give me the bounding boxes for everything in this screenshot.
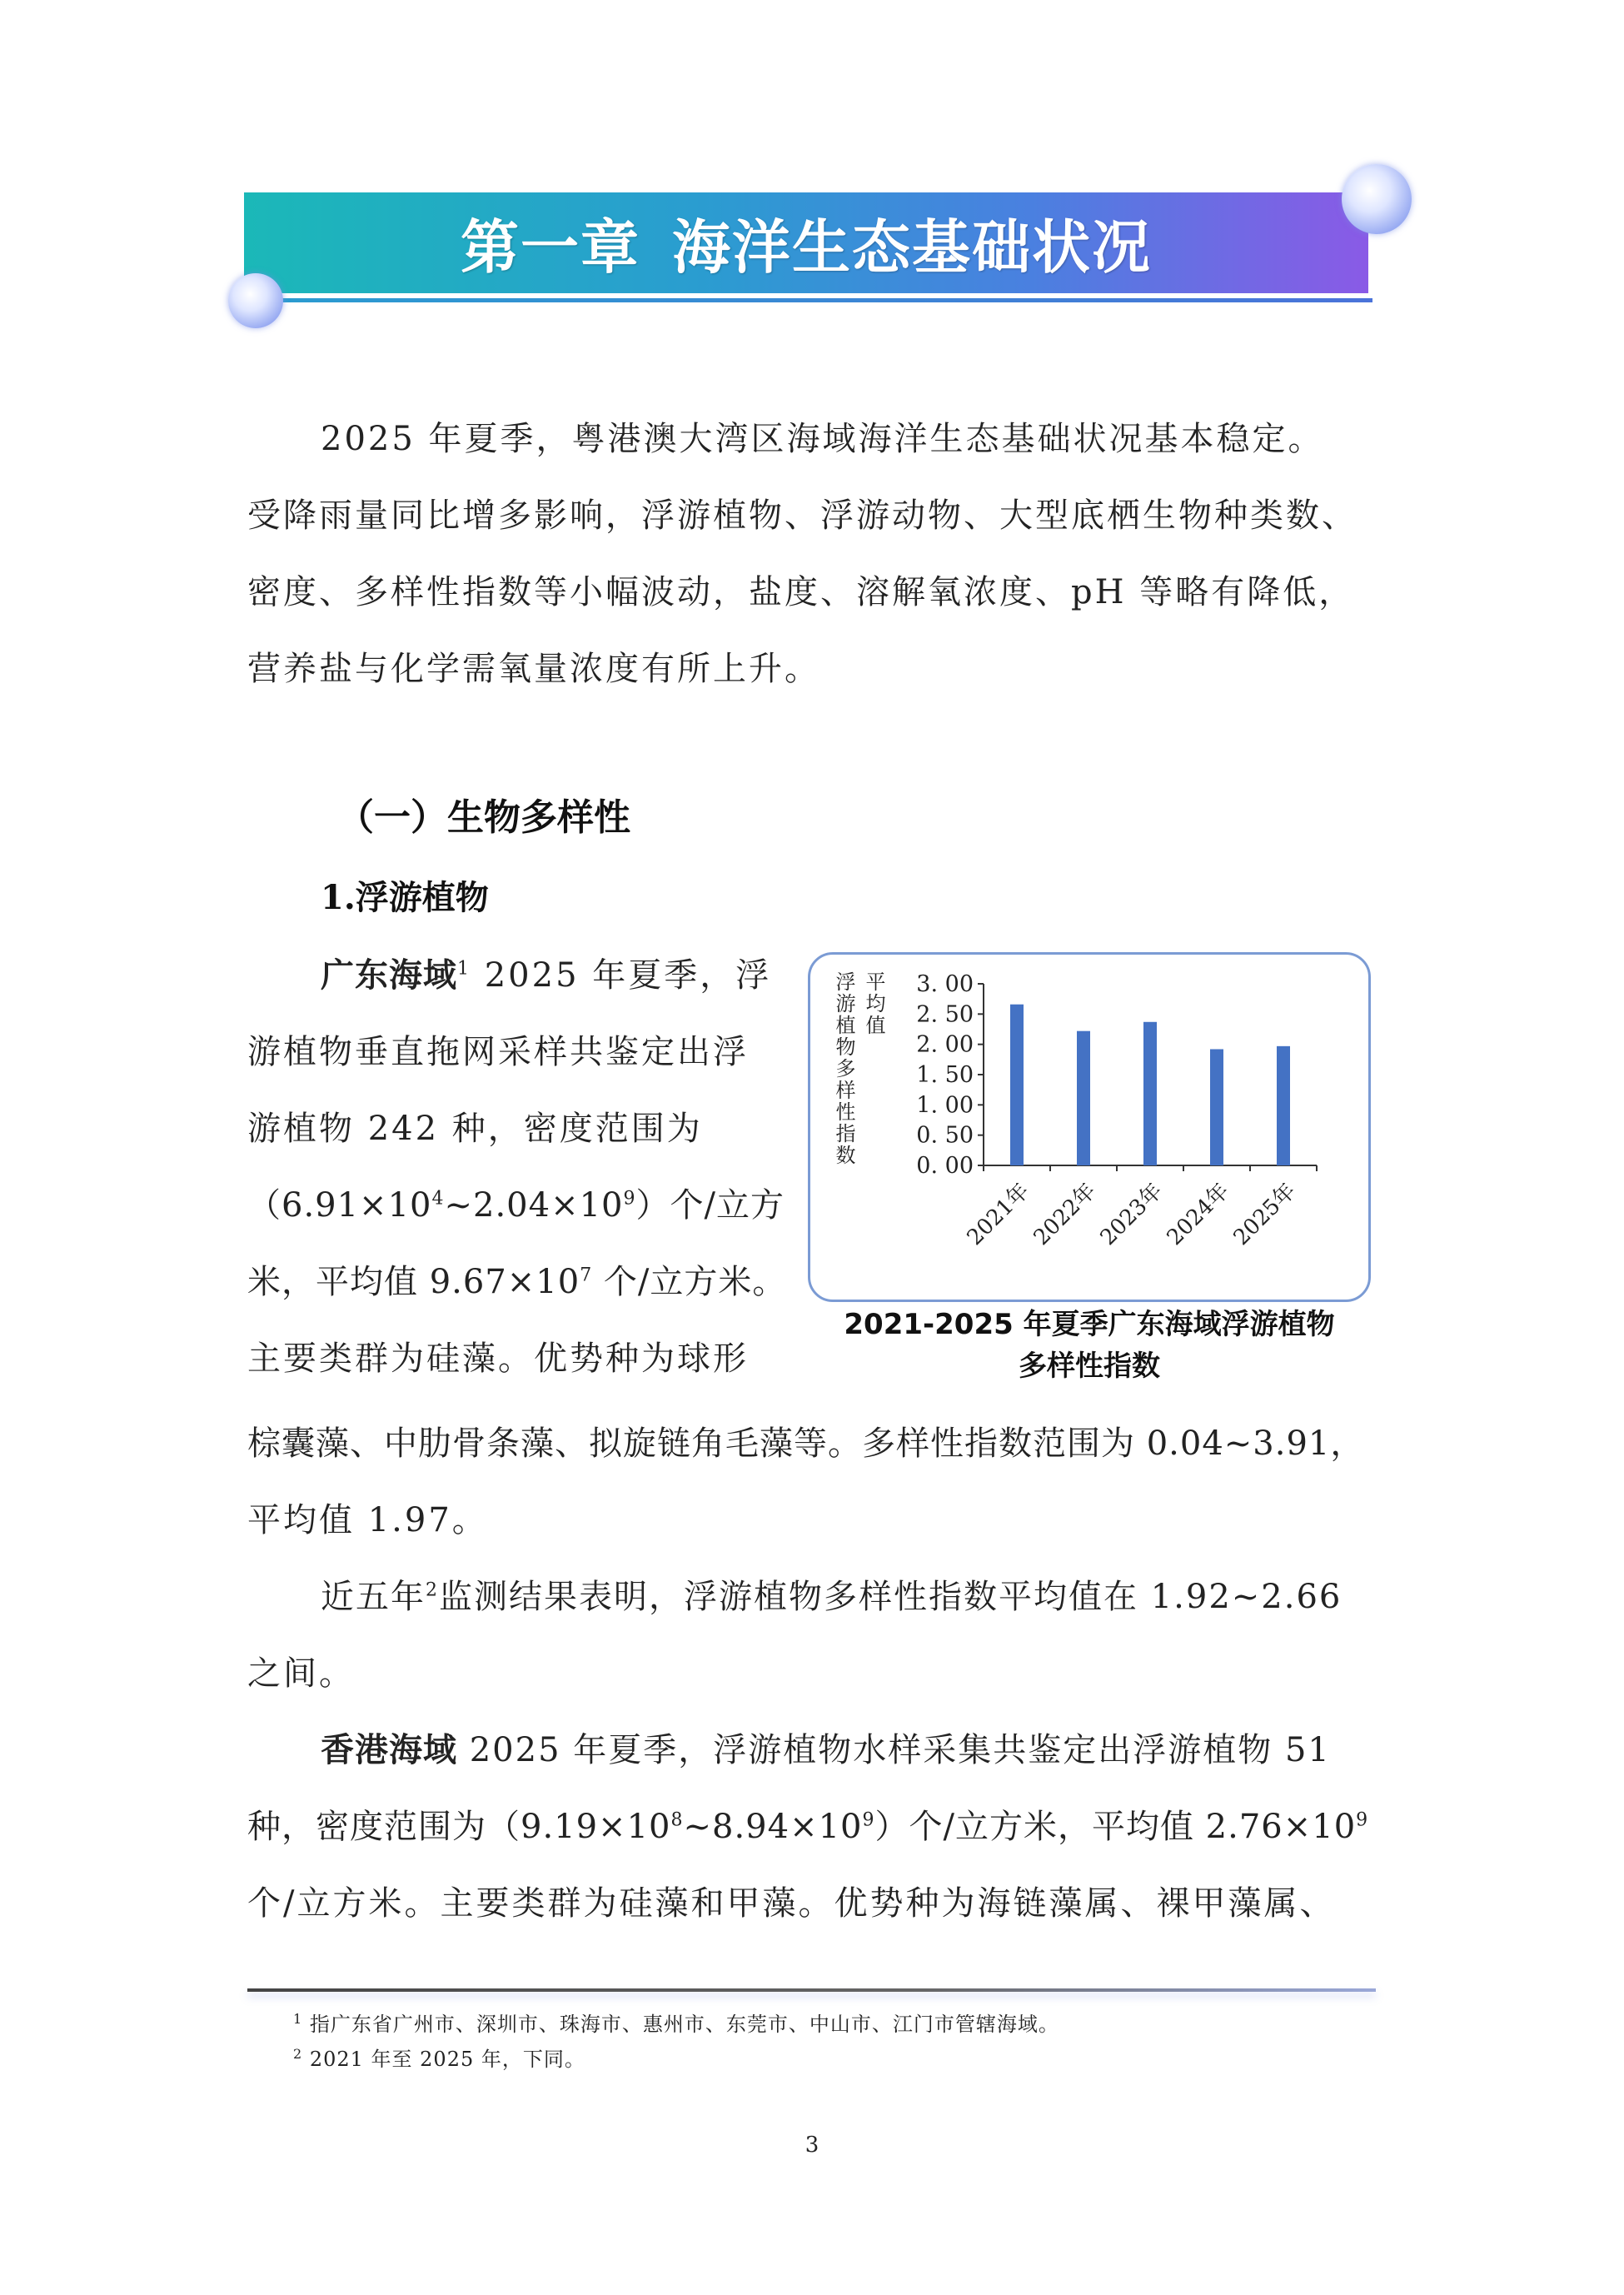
y-tick-label: 2. 00 — [916, 1031, 974, 1058]
diversity-bar-chart — [810, 955, 1373, 1305]
bar — [1277, 1046, 1290, 1165]
footnote-ref[interactable]: 2 — [426, 1579, 439, 1601]
chapter-title — [244, 192, 1368, 293]
guangdong-line: 主要类群为硅藻。优势种为球形 — [247, 1340, 749, 1378]
hongkong-line: 种，密度范围为$(9.19\times 10^8\sim 8.94\times 10^9)$个/立方米，平均值 $2.76\times 10^9$ — [247, 1808, 1369, 1846]
footnote-divider — [247, 1988, 1376, 1992]
hongkong-line: 个/立方米。主要类群为硅藻和甲藻。优势种为海链藻属、裸甲藻属、 — [247, 1884, 1336, 1923]
intro-line: 营养盐与化学需氧量浓度有所上升。 — [247, 650, 820, 688]
y-tick-label: 1. 50 — [916, 1062, 974, 1088]
y-tick-label: 0. 50 — [916, 1122, 974, 1149]
y-axis-title: 浮游植物多样性指数 — [832, 971, 855, 1166]
decorative-orb-icon — [228, 273, 283, 328]
chart-caption: 2021-2025 年夏季广东海域浮游植物 多样性指数 — [844, 1308, 1335, 1383]
guangdong-line: 米，平均值 $9.67\times 10^7$ 个/立方米。 — [247, 1263, 787, 1301]
guangdong-line: 游植物 242 种，密度范围为 — [247, 1110, 703, 1148]
page-number: 3 — [805, 2133, 819, 2158]
decorative-orb-icon — [1342, 164, 1412, 234]
intro-line: 2025 年夏季，粤港澳大湾区海域海洋生态基础状况基本稳定。 — [321, 420, 1324, 458]
guangdong-line: 游植物垂直拖网采样共鉴定出浮 — [247, 1033, 749, 1071]
hongkong-lead: 香港海域 — [321, 1731, 457, 1769]
y-axis-title: 平均值 — [862, 971, 885, 1036]
bar — [1077, 1031, 1090, 1165]
bar — [1143, 1022, 1157, 1165]
x-tick-label: 2024年 — [1162, 1178, 1234, 1251]
y-tick-label: 3. 00 — [916, 971, 974, 997]
guangdong-line: 棕囊藻、中肋骨条藻、拟旋链角毛藻等。多样性指数范围为 0.04~3.91， — [247, 1424, 1365, 1463]
footnote-ref[interactable]: 1 — [457, 958, 471, 980]
guangdong-lead: 广东海域 — [321, 956, 457, 995]
intro-line: 密度、多样性指数等小幅波动，盐度、溶解氧浓度、pH 等略有降低， — [247, 573, 1355, 611]
banner-underline — [244, 298, 1372, 302]
trend-line: 之间。 — [247, 1654, 355, 1693]
footnote-2: $^2$ 2021 年至 2025 年，下同。 — [293, 2046, 585, 2071]
chart-frame — [808, 952, 1371, 1302]
footnote-1: $^1$ 指广东省广州市、深圳市、珠海市、惠州市、东莞市、中山市、江门市管辖海域。 — [293, 2011, 1059, 2036]
hongkong-line: 香港海域 2025 年夏季，浮游植物水样采集共鉴定出浮游植物 51 — [321, 1731, 1331, 1769]
bar — [1010, 1005, 1024, 1165]
x-tick-label: 2023年 — [1095, 1178, 1168, 1251]
intro-line: 受降雨量同比增多影响，浮游植物、浮游动物、大型底栖生物种类数、 — [247, 496, 1357, 535]
subsection-heading: 1.浮游植物 — [321, 878, 489, 917]
trend-line: 近五年$^2$监测结果表明，浮游植物多样性指数平均值在 1.92~2.66 — [321, 1578, 1343, 1616]
guangdong-line: $(6.91\times 10^4\sim 2.04\times 10^9)$个/立方 — [247, 1186, 785, 1225]
y-tick-label: 2. 50 — [916, 1001, 974, 1028]
guangdong-line: 广东海域$^1$ 2025 年夏季，浮 — [321, 956, 772, 995]
chapter-number: 第一章 — [461, 213, 640, 282]
x-tick-label: 2021年 — [962, 1178, 1034, 1251]
chapter-name: 海洋生态基础状况 — [672, 213, 1152, 282]
y-tick-label: 1. 00 — [916, 1092, 974, 1119]
bar — [1210, 1049, 1223, 1165]
x-tick-label: 2025年 — [1228, 1178, 1301, 1251]
guangdong-line: 平均值 1.97。 — [247, 1501, 488, 1539]
y-tick-label: 0. 00 — [916, 1153, 974, 1179]
x-tick-label: 2022年 — [1029, 1178, 1101, 1251]
section-heading: （一）生物多样性 — [337, 796, 630, 839]
